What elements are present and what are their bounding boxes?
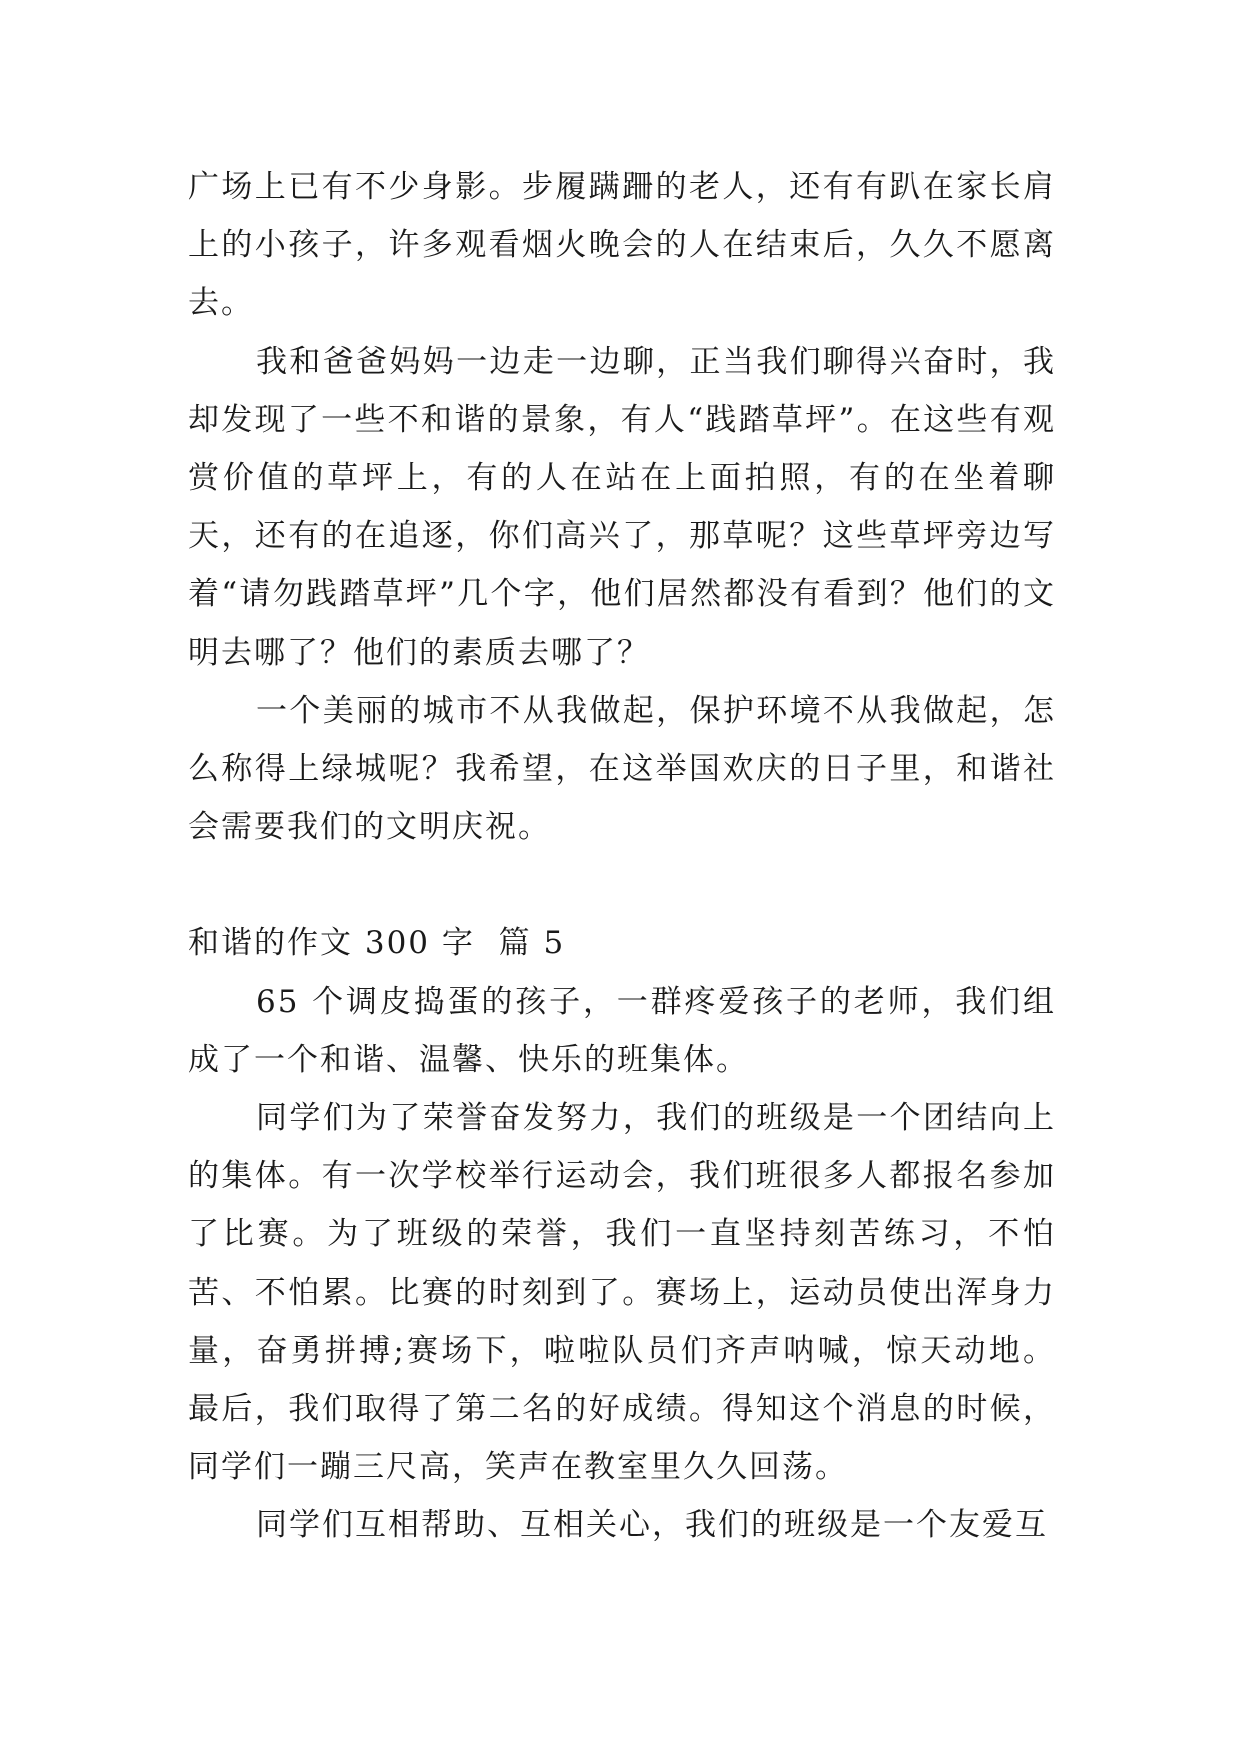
paragraph-class-intro: 65 个调皮捣蛋的孩子，一群疼爱孩子的老师，我们组成了一个和谐、温馨、快乐的班集体。 xyxy=(188,983,1056,1078)
paragraph-sports-meet: 同学们为了荣誉奋发努力，我们的班级是一个团结向上的集体。有一次学校举行运动会，我们班很多人都报名参加了比赛。为了班级的荣誉，我们一直坚持刻苦练习，不怕苦、不怕累。比赛的时刻到了。赛场上，运动员使出浑身力量，奋勇拼搏;赛场下，啦啦队员们齐声呐喊，惊天动地。最后，我们取得了第二名的好成绩。得知这个消息的时候，同学们一蹦三尺高，笑声在教室里久久回荡。 xyxy=(188,1100,1056,1486)
section-heading: 和谐的作文 300 字 篇 5 xyxy=(188,925,566,962)
document-body xyxy=(188,158,1056,1555)
section-spacer xyxy=(188,856,1056,914)
paragraph-helping: 同学们互相帮助、互相关心，我们的班级是一个友爱互 xyxy=(256,1507,1048,1544)
paragraph-civility: 一个美丽的城市不从我做起，保护环境不从我做起，怎么称得上绿城呢？我希望，在这举国欢庆的日子里，和谐社会需要我们的文明庆祝。 xyxy=(188,692,1056,846)
paragraph-crowd: 广场上已有不少身影。步履蹒跚的老人，还有有趴在家长肩上的小孩子，许多观看烟火晚会的人在结束后，久久不愿离去。 xyxy=(188,169,1056,322)
paragraph-lawn: 我和爸爸妈妈一边走一边聊，正当我们聊得兴奋时，我却发现了一些不和谐的景象，有人“践踏草坪”。在这些有观赏价值的草坪上，有的人在站在上面拍照，有的在坐着聊天，还有的在追逐，你们高兴了，那草呢？这些草坪旁边写着“请勿践踏草坪”几个字，他们居然都没有看到？他们的文明去哪了？他们的素质去哪了？ xyxy=(188,343,1056,671)
